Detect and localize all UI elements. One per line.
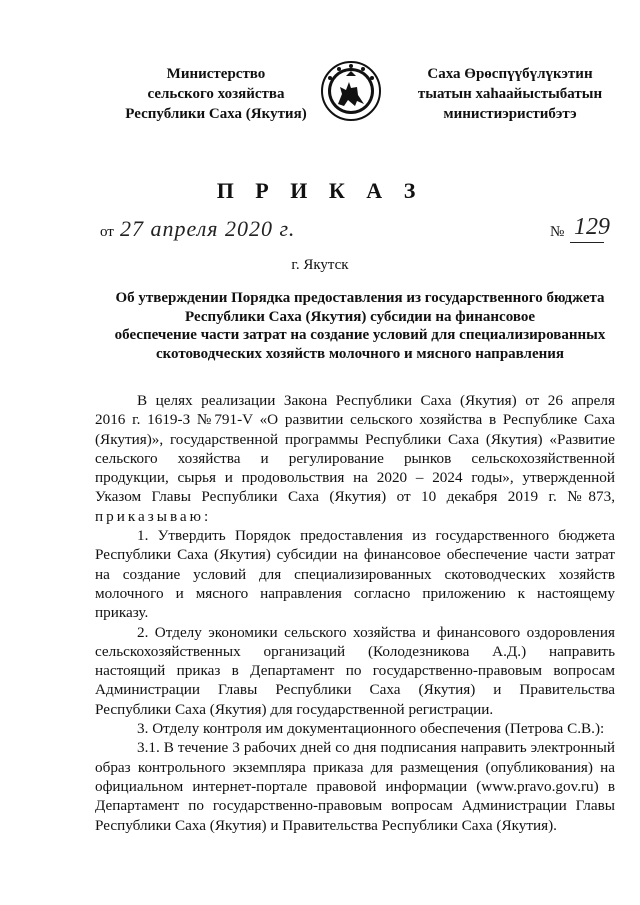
- ministry-line: Саха Өрөспүүбүлүкэтин: [427, 66, 593, 82]
- coat-of-arms-emblem-icon: [320, 60, 382, 122]
- body-line: Департамент по государственно-правовым вопросам Администрации Главы: [95, 797, 615, 815]
- body-line: молочного и мясного направления согласно приложению к настоящему: [95, 584, 615, 602]
- body-line: Республики Саха (Якутия) для государственной регистрации.: [95, 700, 494, 718]
- body-line: Указом Главы Республики Саха (Якутия) от 10 декабря 2019 г. №873,: [95, 488, 615, 506]
- subject-line: Об утверждении Порядка предоставления из государственного бюджета: [115, 290, 605, 306]
- body-line: 3. Отделу контроля им документационного обеспечения (Петрова С.В.):: [137, 720, 605, 738]
- body-line: на создание условий для специализированных скотоводческих хозяйств: [95, 565, 615, 583]
- body-line: приказываю:: [95, 507, 212, 525]
- ministry-line: Министерство: [166, 66, 266, 82]
- body-line: В целях реализации Закона Республики Саха (Якутия) от 26 апреля: [137, 392, 615, 409]
- body-line: (Якутия)», государственной программы Республики Саха (Якутия) «Развитие: [95, 430, 615, 448]
- order-date-number-row: [100, 214, 615, 248]
- body-line: образ контрольного экземпляра приказа для размещения (опубликования) на: [95, 758, 615, 776]
- body-line: 3.1. В течение 3 рабочих дней со дня подписания направить электронный: [137, 739, 615, 757]
- ministry-name-russian: [112, 64, 320, 124]
- body-line: сельскохозяйственных организаций (Колодезникова А.Д.) направить: [95, 642, 615, 660]
- body-line: продукции, сырья и продовольствия на 2020 – 2024 годы», утвержденной: [95, 469, 615, 487]
- ministry-name-yakut: [405, 64, 615, 124]
- subject-line: Республики Саха (Якутия) субсидии на финансовое: [185, 308, 535, 325]
- body-line: Республики Саха (Якутия) субсидии на финансовое обеспечение части затрат: [95, 546, 615, 564]
- body-line: 2016 г. 1619-З №791-V «О развитии сельского хозяйства в Республике Саха: [95, 411, 615, 429]
- number-prefix: №: [550, 224, 565, 240]
- body-line: сельского хозяйства и регулирование рынков сельскохозяйственной: [95, 449, 615, 467]
- body-line: официальном интернет-портале правовой информации (www.pravo.gov.ru) в: [95, 777, 615, 795]
- subject-line: обеспечение части затрат на создание условий для специализированных: [114, 327, 606, 343]
- number-underline: [570, 242, 604, 243]
- ministry-line: тыатын хаһаайыстыбатын: [417, 86, 603, 102]
- ministry-line: сельского хозяйства: [147, 86, 285, 102]
- body-line: настоящий приказ в Департамент по государственно-правовым вопросам: [95, 662, 615, 680]
- city-line: г. Якутск: [291, 257, 349, 273]
- body-line: 2. Отделу экономики сельского хозяйства и финансового оздоровления: [137, 623, 615, 641]
- order-subject: [95, 289, 625, 363]
- ministry-line: министиэристибэтэ: [443, 106, 577, 122]
- body-line: Администрации Главы Республики Саха (Якутия) и Правительства: [95, 681, 615, 699]
- handwritten-date: 27 апреля 2020 г.: [120, 216, 296, 241]
- handwritten-order-number: 129: [574, 214, 610, 240]
- body-line: Республики Саха (Якутия) и Правительства Республики Саха (Якутия).: [95, 816, 557, 834]
- date-prefix: от: [100, 224, 114, 240]
- ministry-line: Республики Саха (Якутия): [125, 106, 307, 122]
- subject-line: скотоводческих хозяйств молочного и мясного направления: [155, 345, 565, 362]
- order-body-text: [95, 391, 615, 835]
- body-line: 1. Утвердить Порядок предоставления из государственного бюджета: [137, 527, 615, 545]
- document-title: П Р И К А З: [216, 178, 424, 203]
- body-line: приказу.: [95, 604, 149, 622]
